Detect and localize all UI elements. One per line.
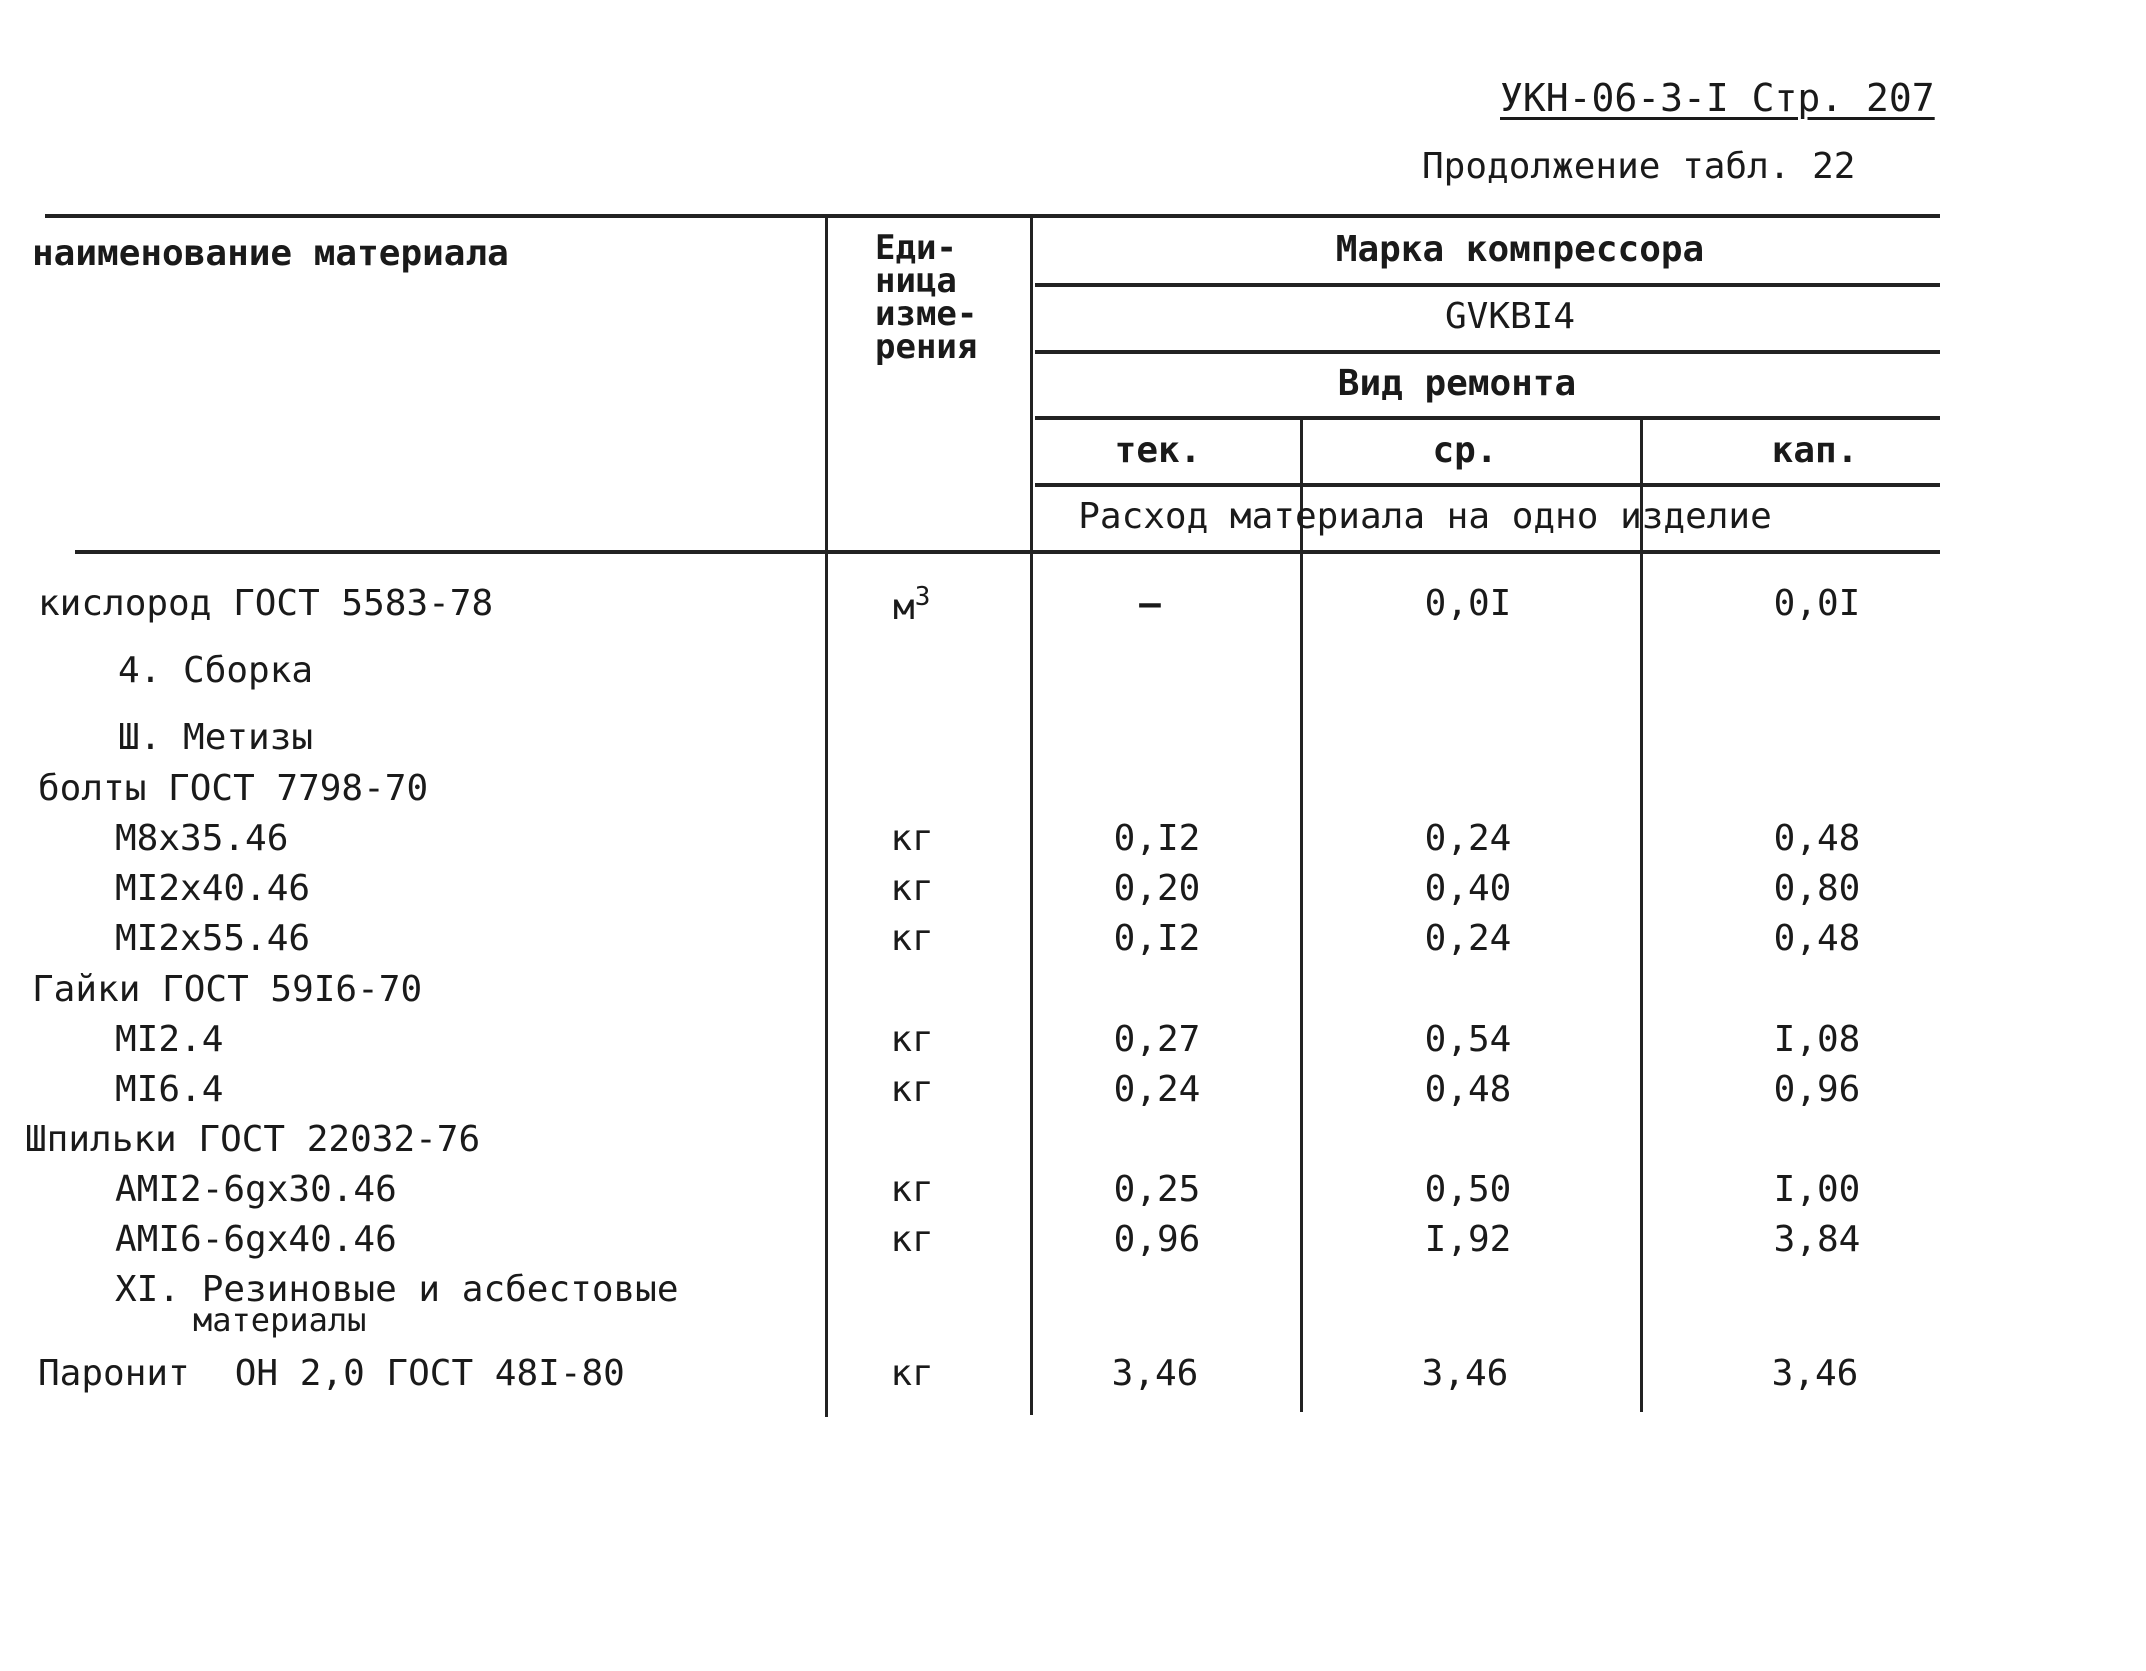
header-bottom-rule: [75, 550, 1940, 554]
group-heading: Шпильки ГОСТ 22032-76: [25, 1119, 481, 1160]
data-column-divider: [1030, 214, 1033, 1415]
list-item: MI2x40.46: [115, 868, 311, 909]
repair-type-sr: ср.: [1432, 430, 1498, 471]
group-heading: болты ГОСТ 7798-70: [38, 768, 429, 809]
value-kap: 0,0I: [1773, 583, 1861, 624]
table-top-rule: [45, 214, 1940, 218]
value-tek: 0,20: [1113, 868, 1201, 909]
compressor-model: GVKBI4: [1444, 296, 1576, 337]
value-sr: 0,0I: [1424, 583, 1512, 624]
value-tek: –: [1139, 583, 1161, 624]
unit-cell: кг: [890, 1219, 934, 1260]
value-kap: 0,48: [1773, 918, 1861, 959]
brand-rule: [1035, 283, 1940, 287]
unit-cell: кг: [890, 918, 934, 959]
value-tek: 0,25: [1113, 1169, 1201, 1210]
repair-type-kap: кап.: [1771, 430, 1859, 471]
unit-column-divider: [825, 214, 828, 1417]
value-tek: 3,46: [1111, 1353, 1199, 1394]
value-sr: 0,50: [1424, 1169, 1512, 1210]
tek-sr-body-divider: [1300, 552, 1303, 1412]
value-tek: 0,27: [1113, 1019, 1201, 1060]
repair-type-rule: [1035, 483, 1940, 487]
unit-cell: кг: [890, 1169, 934, 1210]
table-continuation-label: Продолжение табл. 22: [1422, 146, 1856, 187]
value-kap: 3,84: [1773, 1219, 1861, 1260]
value-sr: 0,24: [1424, 818, 1512, 859]
list-item: M8x35.46: [115, 818, 289, 859]
value-sr: 3,46: [1421, 1353, 1509, 1394]
material-name-header: наименование материала: [32, 233, 509, 274]
list-item: MI6.4: [115, 1069, 224, 1110]
list-item: MI2.4: [115, 1019, 224, 1060]
consumption-header: Расход материала на одно изделие: [1078, 496, 1772, 537]
value-kap: 0,96: [1773, 1069, 1861, 1110]
value-kap: 3,46: [1771, 1353, 1859, 1394]
unit-cell: $м^3$: [893, 582, 931, 628]
value-tek: 0,I2: [1113, 918, 1201, 959]
list-item: MI2x55.46: [115, 918, 311, 959]
unit-cell: кг: [890, 1019, 934, 1060]
list-item: Паронит ОН 2,0 ГОСТ 48I-80: [38, 1353, 625, 1394]
value-sr: I,92: [1424, 1219, 1512, 1260]
unit-cell: кг: [890, 868, 934, 909]
compressor-brand-header: Марка компрессора: [1335, 229, 1705, 270]
value-kap: I,00: [1773, 1169, 1861, 1210]
value-tek: 0,24: [1113, 1069, 1201, 1110]
value-sr: 0,54: [1424, 1019, 1512, 1060]
value-tek: 0,96: [1113, 1219, 1201, 1260]
repair-rule: [1035, 416, 1940, 420]
list-item: AMI2-6gx30.46: [115, 1169, 397, 1210]
sr-kap-body-divider: [1640, 552, 1643, 1412]
unit-cell: кг: [890, 1069, 934, 1110]
value-sr: 0,48: [1424, 1069, 1512, 1110]
section-heading: Ш. Метизы: [118, 717, 314, 758]
list-item: AMI6-6gx40.46: [115, 1219, 397, 1260]
value-kap: 0,80: [1773, 868, 1861, 909]
group-heading: Гайки ГОСТ 59I6-70: [32, 969, 423, 1010]
section-heading: 4. Сборка: [118, 650, 314, 691]
repair-type-tek: тек.: [1114, 430, 1202, 471]
model-rule: [1035, 350, 1940, 354]
value-sr: 0,24: [1424, 918, 1512, 959]
value-kap: I,08: [1773, 1019, 1861, 1060]
unit-header: Еди- ница изме- рения: [875, 228, 978, 367]
section-heading: XI. Резиновые и асбестовые: [115, 1269, 679, 1310]
list-item: кислород ГОСТ 5583-78: [38, 583, 494, 624]
value-tek: 0,I2: [1113, 818, 1201, 859]
unit-cell: кг: [890, 818, 934, 859]
section-heading-continuation: материалы: [193, 1301, 367, 1339]
unit-cell: кг: [890, 1353, 934, 1394]
value-kap: 0,48: [1773, 818, 1861, 859]
document-reference: УКН-06-3-I Стр. 207: [1500, 76, 1935, 120]
repair-type-header: Вид ремонта: [1337, 363, 1577, 404]
value-sr: 0,40: [1424, 868, 1512, 909]
